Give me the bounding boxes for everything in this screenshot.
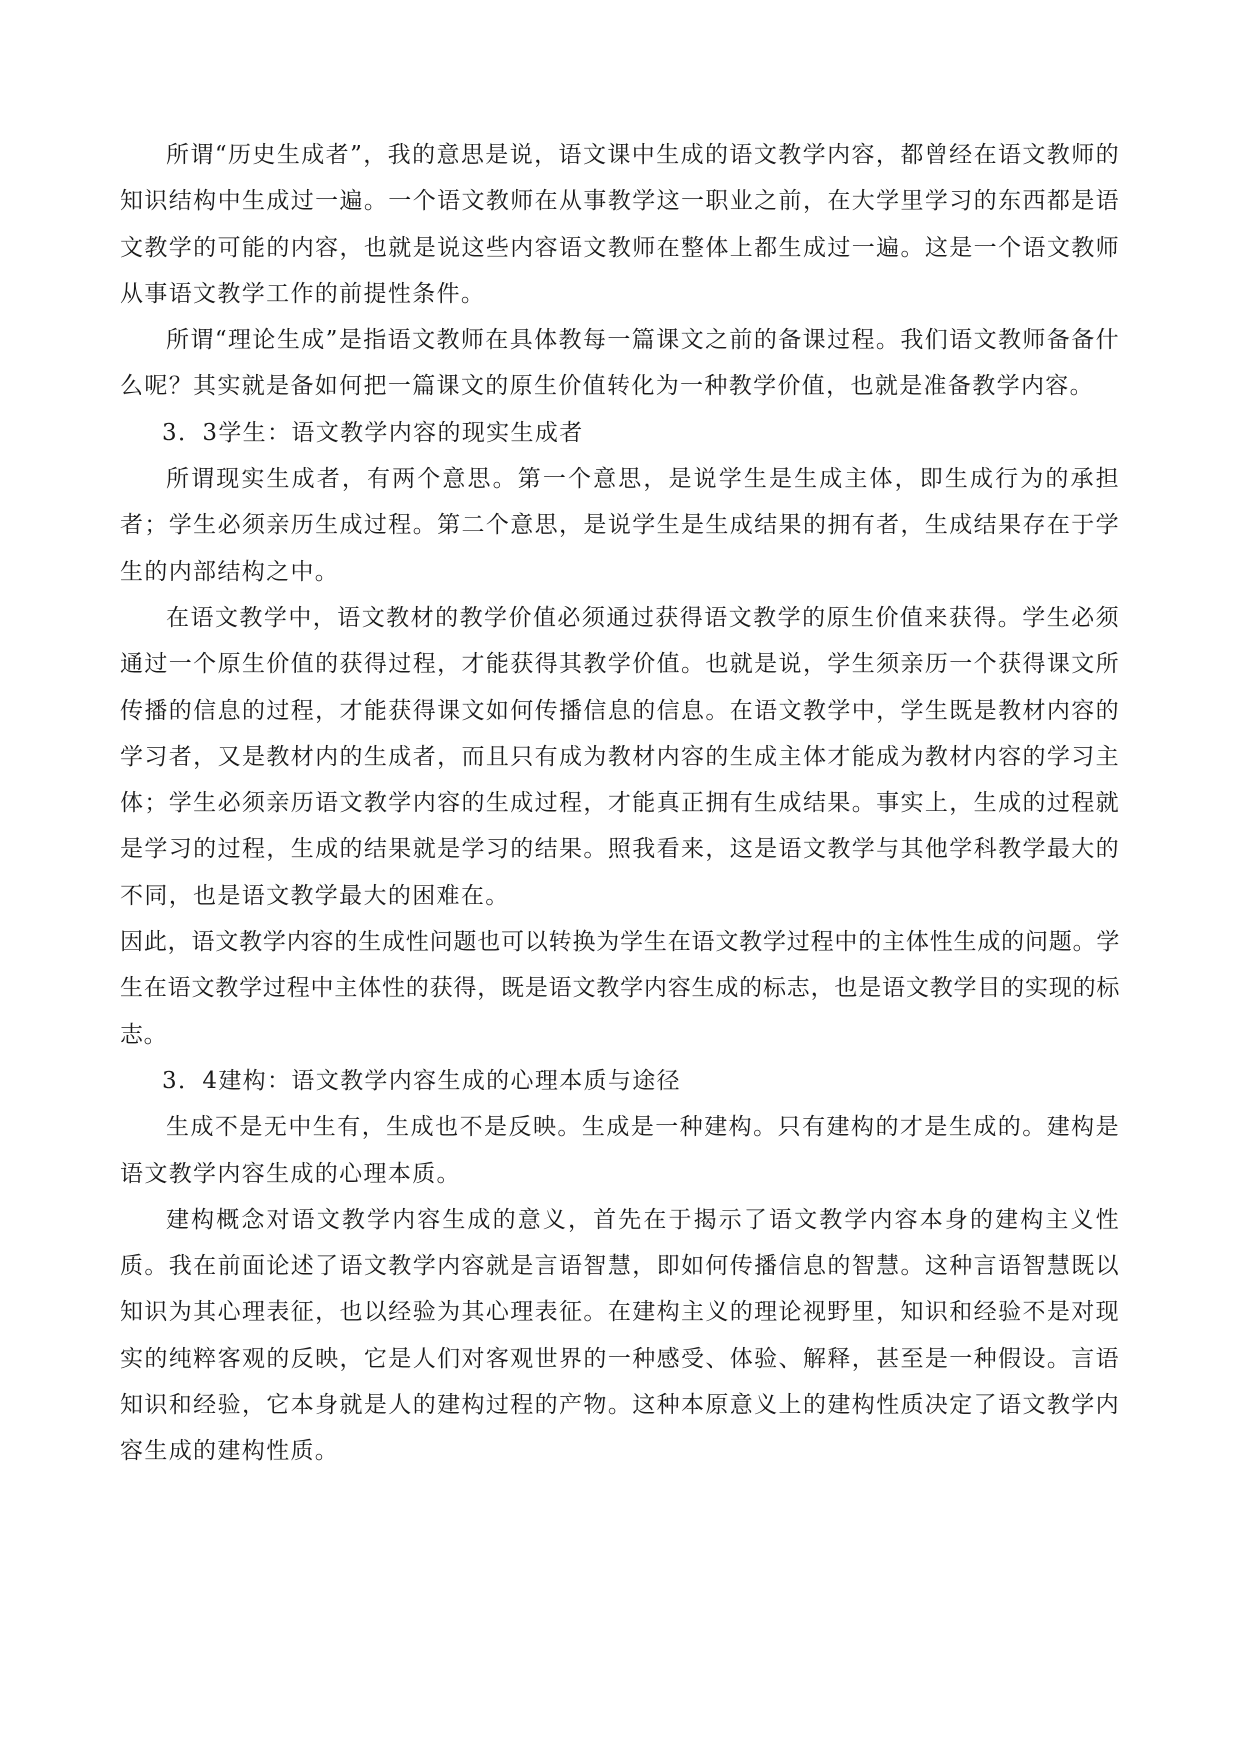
paragraph-teaching-value: 在语文教学中，语文教材的教学价值必须通过获得语文教学的原生价值来获得。学生必须通过一个原生价值的获得过程，才能获得其教学价值。也就是说，学生须亲历一个获得课文所传播的信息的过程，才能获得课文如何传播信息的信息。在语文教学中，学生既是教材内容的学习者，又是教材内的生成者，而且只有成为教材内容的生成主体才能成为教材内容的学习主体；学生必须亲历语文教学内容的生成过程，才能真正拥有生成结果。事实上，生成的过程就是学习的过程，生成的结果就是学习的结果。照我看来，这是语文教学与其他学科教学最大的不同，也是语文教学最大的困难在。 (120, 604, 1120, 909)
section-heading-3-3: 3．3学生：语文教学内容的现实生成者 (162, 419, 584, 446)
paragraph-construction-concept: 建构概念对语文教学内容生成的意义，首先在于揭示了语文教学内容本身的建构主义性质。我在前面论述了语文教学内容就是言语智慧，即如何传播信息的智慧。这种言语智慧既以知识为其心理表征，也以经验为其心理表征。在建构主义的理论视野里，知识和经验不是对现实的纯粹客观的反映，它是人们对客观世界的一种感受、体验、解释，甚至是一种假设。言语知识和经验，它本身就是人的建构过程的产物。这种本原意义上的建构性质决定了语文教学内容生成的建构性质。 (120, 1206, 1120, 1465)
section-heading-3-4: 3．4建构：语文教学内容生成的心理本质与途径 (162, 1067, 681, 1094)
paragraph-theoretical-generation: 所谓“理论生成”是指语文教师在具体教每一篇课文之前的备课过程。我们语文教师备备什么呢？其实就是备如何把一篇课文的原生价值转化为一种教学价值，也就是准备教学内容。 (120, 327, 1120, 400)
paragraph-historical-generator: 所谓“历史生成者”，我的意思是说，语文课中生成的语文教学内容，都曾经在语文教师的知识结构中生成过一遍。一个语文教师在从事教学这一职业之前，在大学里学习的东西都是语文教学的可能的内容，也就是说这些内容语文教师在整体上都生成过一遍。这是一个语文教师从事语文教学工作的前提性条件。 (120, 142, 1120, 307)
document-body (120, 132, 1120, 1475)
paragraph-subjectivity: 因此，语文教学内容的生成性问题也可以转换为学生在语文教学过程中的主体性生成的问题。学生在语文教学过程中主体性的获得，既是语文教学内容生成的标志，也是语文教学目的实现的标志。 (120, 929, 1120, 1048)
paragraph-construction-essence: 生成不是无中生有，生成也不是反映。生成是一种建构。只有建构的才是生成的。建构是语文教学内容生成的心理本质。 (120, 1114, 1120, 1187)
paragraph-real-generator: 所谓现实生成者，有两个意思。第一个意思，是说学生是生成主体，即生成行为的承担者；学生必须亲历生成过程。第二个意思，是说学生是生成结果的拥有者，生成结果存在于学生的内部结构之中。 (120, 466, 1120, 585)
